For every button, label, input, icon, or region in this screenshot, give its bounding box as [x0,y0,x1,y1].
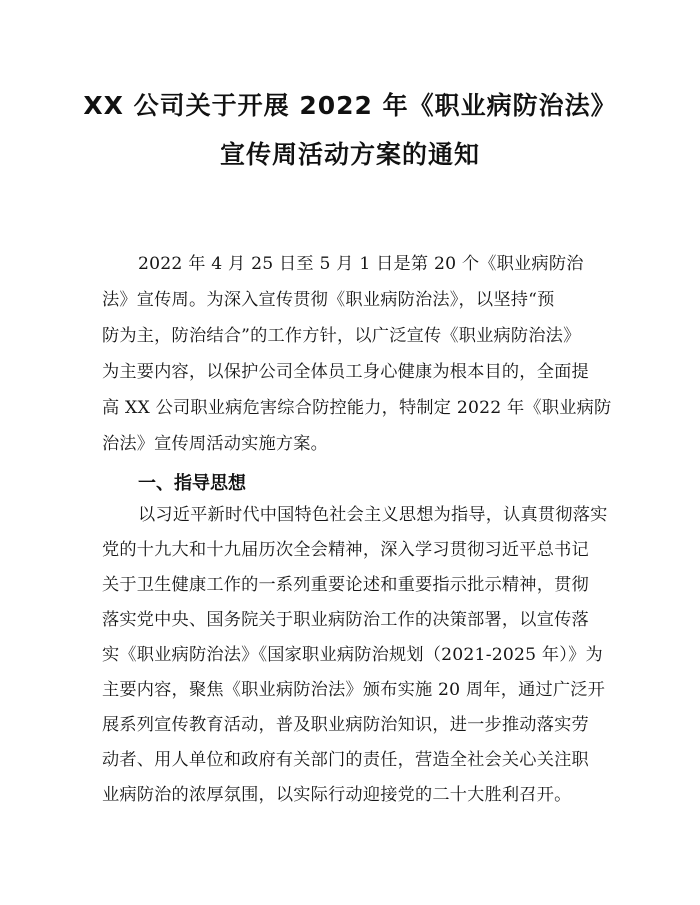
document-title-line-2: 宣传周活动方案的通知 [219,140,480,169]
intro-line: 高 XX 公司职业病危害综合防控能力，特制定 2022 年《职业病防 [102,398,612,418]
section-line: 业病防治的浓厚氛围，以实际行动迎接党的二十大胜利召开。 [102,785,572,805]
section-line: 动者、用人单位和政府有关部门的责任，营造全社会关心关注职 [102,750,589,770]
section-line: 以习近平新时代中国特色社会主义思想为指导，认真贯彻落实 [138,505,608,525]
section-line: 关于卫生健康工作的一系列重要论述和重要指示批示精神，贯彻 [102,575,589,595]
section-line: 党的十九大和十九届历次全会精神，深入学习贯彻习近平总书记 [102,540,589,560]
intro-line: 防为主，防治结合”的工作方针，以广泛宣传《职业病防治法》 [102,326,581,346]
intro-line: 治法》宣传周活动实施方案。 [102,434,329,454]
section-line: 主要内容，聚焦《职业病防治法》颁布实施 20 周年，通过广泛开 [102,680,606,700]
section-line: 实《职业病防治法》《国家职业病防治规划（2021-2025 年）》为 [102,645,603,665]
intro-line: 2022 年 4 月 25 日至 5 月 1 日是第 20 个《职业病防治 [138,254,584,274]
document-title-line-1: XX 公司关于开展 2022 年《职业病防治法》 [83,91,617,120]
section-line: 展系列宣传教育活动，普及职业病防治知识，进一步推动落实劳 [102,715,589,735]
section-line: 落实党中央、国务院关于职业病防治工作的决策部署，以宣传落 [102,610,589,630]
intro-line: 法》宣传周。为深入宣传贯彻《职业病防治法》，以坚持“预 [102,290,555,310]
section-heading-guiding-ideology: 一、指导思想 [138,473,246,494]
intro-line: 为主要内容，以保护公司全体员工身心健康为根本目的，全面提 [102,362,589,382]
